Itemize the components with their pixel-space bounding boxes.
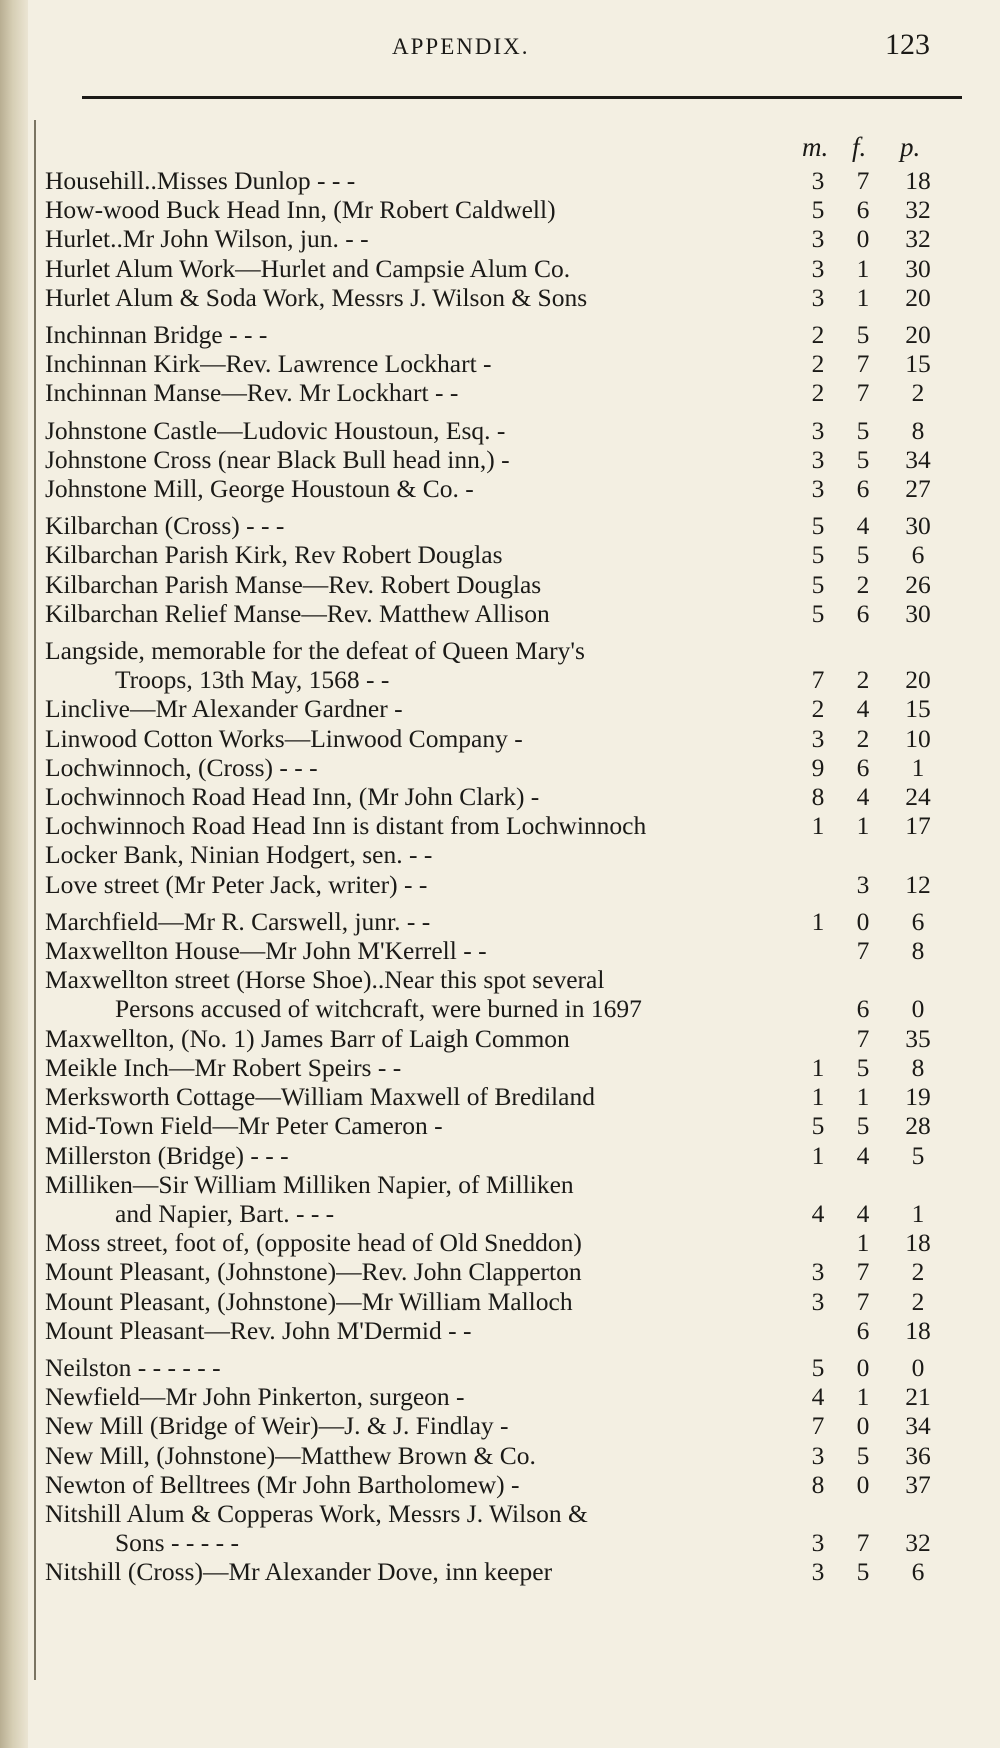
entry-poles: 34	[905, 444, 931, 474]
list-item	[40, 870, 940, 899]
list-item	[40, 811, 940, 840]
entry-furlongs: 0	[856, 906, 870, 936]
entry-poles: 36	[905, 1440, 931, 1470]
entry-name-continuation: Sons - - - - -	[115, 1528, 239, 1558]
entry-furlongs: 2	[856, 665, 870, 695]
book-spine	[0, 0, 28, 1748]
list-item	[40, 378, 940, 407]
gutter-line	[34, 120, 36, 1680]
entry-miles: 3	[811, 723, 825, 753]
list-item	[40, 1287, 940, 1316]
page-header	[40, 26, 930, 66]
entry-miles: 2	[811, 349, 825, 379]
entry-miles: 3	[811, 1286, 825, 1316]
entry-furlongs: 7	[856, 1023, 870, 1053]
list-item	[40, 636, 940, 694]
entry-name: Kilbarchan Relief Manse—Rev. Matthew Allison	[45, 598, 550, 628]
entry-miles: 3	[811, 1528, 825, 1558]
entry-furlongs: 1	[856, 282, 870, 312]
list-item	[40, 694, 940, 723]
entry-poles: 15	[905, 694, 931, 724]
entry-poles: 20	[905, 282, 931, 312]
entry-poles: 2	[911, 1257, 925, 1287]
entry-name: Meikle Inch—Mr Robert Speirs - -	[45, 1052, 402, 1082]
list-item	[40, 1111, 940, 1140]
entry-furlongs: 1	[856, 253, 870, 283]
entry-name: Hurlet Alum & Soda Work, Messrs J. Wilson & Sons	[45, 282, 588, 312]
entry-name: Househill..Misses Dunlop - - -	[45, 166, 356, 195]
list-item	[40, 1228, 940, 1257]
entry-furlongs: 7	[856, 1257, 870, 1287]
entry-poles: 20	[905, 665, 931, 695]
entry-furlongs: 1	[856, 1082, 870, 1112]
entry-furlongs: 7	[856, 378, 870, 408]
entry-miles: 4	[811, 1382, 825, 1412]
entry-name: Mount Pleasant, (Johnstone)—Rev. John Clapperton	[45, 1257, 582, 1287]
entry-name: Inchinnan Manse—Rev. Mr Lockhart - -	[45, 378, 459, 408]
column-header-f: f.	[852, 132, 867, 162]
entry-poles: 27	[905, 474, 931, 504]
entry-miles: 1	[811, 1140, 825, 1170]
entry-furlongs: 1	[856, 1382, 870, 1412]
entry-poles: 34	[905, 1411, 931, 1441]
entry-furlongs: 5	[856, 415, 870, 445]
list-item	[40, 936, 940, 965]
entry-miles: 5	[811, 1352, 825, 1382]
entry-name: Locker Bank, Ninian Hodgert, sen. - -	[45, 840, 433, 870]
list-item	[40, 599, 940, 628]
entry-furlongs: 5	[856, 320, 870, 350]
list-item	[40, 166, 940, 195]
entry-poles: 6	[911, 906, 925, 936]
list-item	[40, 254, 940, 283]
entry-name: Johnstone Mill, George Houstoun & Co. -	[45, 474, 474, 504]
entry-furlongs: 5	[856, 1557, 870, 1587]
entry-name: Maxwellton, (No. 1) James Barr of Laigh Common	[45, 1023, 570, 1053]
entry-furlongs: 4	[856, 782, 870, 812]
entry-name: Neilston - - - - - -	[45, 1352, 221, 1382]
list-item	[40, 782, 940, 811]
entry-poles: 17	[905, 811, 931, 841]
entry-furlongs: 0	[856, 1352, 870, 1382]
entry-furlongs: 7	[856, 1286, 870, 1316]
page	[40, 0, 970, 1748]
entry-furlongs: 5	[856, 1052, 870, 1082]
entry-miles: 5	[811, 569, 825, 599]
entry-poles: 8	[911, 936, 925, 966]
entry-poles: 32	[905, 1528, 931, 1558]
entry-furlongs: 6	[856, 994, 870, 1024]
entry-name: Moss street, foot of, (opposite head of Old Sneddon)	[45, 1228, 582, 1258]
entry-name: Linclive—Mr Alexander Gardner -	[45, 694, 403, 724]
entry-poles: 18	[905, 166, 931, 195]
entry-furlongs: 7	[856, 166, 870, 195]
list-item	[40, 1170, 940, 1228]
entry-name: Kilbarchan (Cross) - - -	[45, 511, 285, 541]
entry-poles: 37	[905, 1469, 931, 1499]
entry-furlongs: 7	[856, 349, 870, 379]
entry-miles: 3	[811, 415, 825, 445]
entry-furlongs: 1	[856, 1228, 870, 1258]
entry-furlongs: 6	[856, 474, 870, 504]
entry-name: Inchinnan Bridge - - -	[45, 320, 268, 350]
list-item	[40, 1382, 940, 1411]
entry-poles: 30	[905, 598, 931, 628]
entry-furlongs: 4	[856, 511, 870, 541]
entry-furlongs: 4	[856, 1140, 870, 1170]
entry-name: New Mill, (Johnstone)—Matthew Brown & Co.	[45, 1440, 536, 1470]
entry-poles: 12	[905, 869, 931, 899]
entry-furlongs: 5	[856, 444, 870, 474]
entry-poles: 10	[905, 723, 931, 753]
entry-name: Maxwellton House—Mr John M'Kerrell - -	[45, 936, 487, 966]
entry-furlongs: 4	[856, 694, 870, 724]
entry-furlongs: 2	[856, 569, 870, 599]
entry-name: Johnstone Castle—Ludovic Houstoun, Esq. -	[45, 415, 506, 445]
list-item	[40, 753, 940, 782]
entry-name-continuation: Troops, 13th May, 1568 - -	[115, 665, 390, 695]
entry-miles: 5	[811, 511, 825, 541]
entry-poles: 19	[905, 1082, 931, 1112]
entry-miles: 5	[811, 598, 825, 628]
entry-miles: 3	[811, 224, 825, 254]
list-item	[40, 195, 940, 224]
entry-miles: 1	[811, 1052, 825, 1082]
entry-poles: 1	[911, 752, 925, 782]
entry-furlongs: 5	[856, 1111, 870, 1141]
entry-miles: 3	[811, 444, 825, 474]
entry-miles: 1	[811, 906, 825, 936]
entry-poles: 30	[905, 511, 931, 541]
running-title: APPENDIX.	[392, 34, 530, 59]
entry-furlongs: 0	[856, 1469, 870, 1499]
list-item	[40, 1470, 940, 1499]
column-header-m: m.	[802, 132, 829, 162]
entry-furlongs: 7	[856, 1528, 870, 1558]
entry-name: Merksworth Cottage—William Maxwell of Brediland	[45, 1082, 595, 1112]
entry-miles: 2	[811, 320, 825, 350]
entry-name: Lochwinnoch, (Cross) - - -	[45, 752, 318, 782]
list-item	[40, 907, 940, 936]
entry-poles: 6	[911, 1557, 925, 1587]
entry-poles: 1	[911, 1198, 925, 1228]
list-item	[40, 416, 940, 445]
list-item	[40, 724, 940, 753]
list-item	[40, 570, 940, 599]
entry-furlongs: 5	[856, 540, 870, 570]
entry-name: Milliken—Sir William Milliken Napier, of Milliken	[45, 1169, 574, 1199]
entry-name: Lochwinnoch Road Head Inn is distant from Lochwinnoch	[45, 811, 647, 841]
list-item	[40, 474, 940, 503]
entry-poles: 32	[905, 195, 931, 225]
list-item	[40, 540, 940, 569]
entry-name: Nitshill Alum & Copperas Work, Messrs J. Wilson &	[45, 1498, 588, 1528]
list-item	[40, 1141, 940, 1170]
entry-list	[40, 166, 940, 1587]
entry-poles: 26	[905, 569, 931, 599]
entry-miles: 2	[811, 694, 825, 724]
entry-name: Kilbarchan Parish Manse—Rev. Robert Douglas	[45, 569, 542, 599]
entry-furlongs: 6	[856, 1315, 870, 1345]
entry-poles: 8	[911, 415, 925, 445]
entry-poles: 0	[911, 1352, 925, 1382]
entry-furlongs: 6	[856, 752, 870, 782]
entry-furlongs: 0	[856, 224, 870, 254]
list-item	[40, 511, 940, 540]
entry-poles: 21	[905, 1382, 931, 1412]
page-number: 123	[885, 28, 930, 61]
entry-name: Kilbarchan Parish Kirk, Rev Robert Douglas	[45, 540, 503, 570]
entry-name: Newfield—Mr John Pinkerton, surgeon -	[45, 1382, 465, 1412]
list-item	[40, 283, 940, 312]
entry-miles: 7	[811, 1411, 825, 1441]
entry-miles: 3	[811, 1440, 825, 1470]
entry-furlongs: 2	[856, 723, 870, 753]
column-header-p: p.	[900, 132, 921, 162]
entry-miles: 9	[811, 752, 825, 782]
entry-poles: 2	[911, 1286, 925, 1316]
entry-miles: 3	[811, 253, 825, 283]
entry-miles: 3	[811, 1557, 825, 1587]
entry-poles: 35	[905, 1023, 931, 1053]
entry-miles: 1	[811, 811, 825, 841]
list-item	[40, 1316, 940, 1345]
entry-name: Maxwellton street (Horse Shoe)..Near this spot several	[45, 965, 605, 995]
entry-name-continuation: and Napier, Bart. - - -	[115, 1198, 335, 1228]
entry-furlongs: 3	[856, 869, 870, 899]
entry-poles: 32	[905, 224, 931, 254]
entry-miles: 3	[811, 282, 825, 312]
entry-poles: 18	[905, 1228, 931, 1258]
entry-name: Mount Pleasant—Rev. John M'Dermid - -	[45, 1315, 472, 1345]
list-item	[40, 1024, 940, 1053]
entry-name: Langside, memorable for the defeat of Queen Mary's	[45, 636, 585, 666]
entry-poles: 2	[911, 378, 925, 408]
entry-poles: 30	[905, 253, 931, 283]
entry-miles: 8	[811, 782, 825, 812]
entry-name: Marchfield—Mr R. Carswell, junr. - -	[45, 906, 431, 936]
entry-miles: 4	[811, 1198, 825, 1228]
entry-furlongs: 5	[856, 1440, 870, 1470]
entry-poles: 0	[911, 994, 925, 1024]
entry-poles: 18	[905, 1315, 931, 1345]
entry-poles: 6	[911, 540, 925, 570]
entry-miles: 2	[811, 378, 825, 408]
entry-furlongs: 7	[856, 936, 870, 966]
entry-furlongs: 0	[856, 1411, 870, 1441]
entry-miles: 7	[811, 665, 825, 695]
entry-name: Hurlet..Mr John Wilson, jun. - -	[45, 224, 369, 254]
list-item	[40, 1499, 940, 1557]
list-item	[40, 1557, 940, 1586]
column-headers	[40, 132, 940, 162]
entry-miles: 5	[811, 195, 825, 225]
entry-poles: 8	[911, 1052, 925, 1082]
entry-furlongs: 1	[856, 811, 870, 841]
list-item	[40, 965, 940, 1023]
list-item	[40, 1411, 940, 1440]
entry-miles: 3	[811, 474, 825, 504]
list-item	[40, 1082, 940, 1111]
entry-miles: 3	[811, 166, 825, 195]
list-item	[40, 1441, 940, 1470]
entry-miles: 3	[811, 1257, 825, 1287]
list-item	[40, 840, 940, 869]
list-item	[40, 445, 940, 474]
list-item	[40, 1053, 940, 1082]
header-rule	[82, 96, 962, 99]
entry-poles: 15	[905, 349, 931, 379]
list-item	[40, 320, 940, 349]
entry-name: Love street (Mr Peter Jack, writer) - -	[45, 869, 428, 899]
entry-poles: 28	[905, 1111, 931, 1141]
entry-miles: 8	[811, 1469, 825, 1499]
entry-furlongs: 4	[856, 1198, 870, 1228]
entry-name: Millerston (Bridge) - - -	[45, 1140, 289, 1170]
entry-name: Inchinnan Kirk—Rev. Lawrence Lockhart -	[45, 349, 492, 379]
entry-name: How-wood Buck Head Inn, (Mr Robert Caldwell)	[45, 195, 556, 225]
entry-name: Hurlet Alum Work—Hurlet and Campsie Alum Co.	[45, 253, 571, 283]
entry-miles: 1	[811, 1082, 825, 1112]
entry-name: Lochwinnoch Road Head Inn, (Mr John Clark) -	[45, 782, 540, 812]
entry-name: Mount Pleasant, (Johnstone)—Mr William Malloch	[45, 1286, 573, 1316]
list-item	[40, 224, 940, 253]
list-item	[40, 1353, 940, 1382]
entry-name: Newton of Belltrees (Mr John Bartholomew) -	[45, 1469, 520, 1499]
entry-poles: 24	[905, 782, 931, 812]
entry-name-continuation: Persons accused of witchcraft, were burned in 1697	[115, 994, 642, 1024]
entry-name: Nitshill (Cross)—Mr Alexander Dove, inn keeper	[45, 1557, 553, 1587]
entry-miles: 5	[811, 540, 825, 570]
entry-furlongs: 6	[856, 598, 870, 628]
list-item	[40, 349, 940, 378]
entry-miles: 5	[811, 1111, 825, 1141]
entry-name: New Mill (Bridge of Weir)—J. & J. Findlay -	[45, 1411, 509, 1441]
list-item	[40, 1257, 940, 1286]
entry-name: Johnstone Cross (near Black Bull head inn,) -	[45, 444, 510, 474]
entry-name: Mid-Town Field—Mr Peter Cameron -	[45, 1111, 443, 1141]
entry-poles: 20	[905, 320, 931, 350]
entry-poles: 5	[911, 1140, 925, 1170]
entry-name: Linwood Cotton Works—Linwood Company -	[45, 723, 523, 753]
entry-furlongs: 6	[856, 195, 870, 225]
